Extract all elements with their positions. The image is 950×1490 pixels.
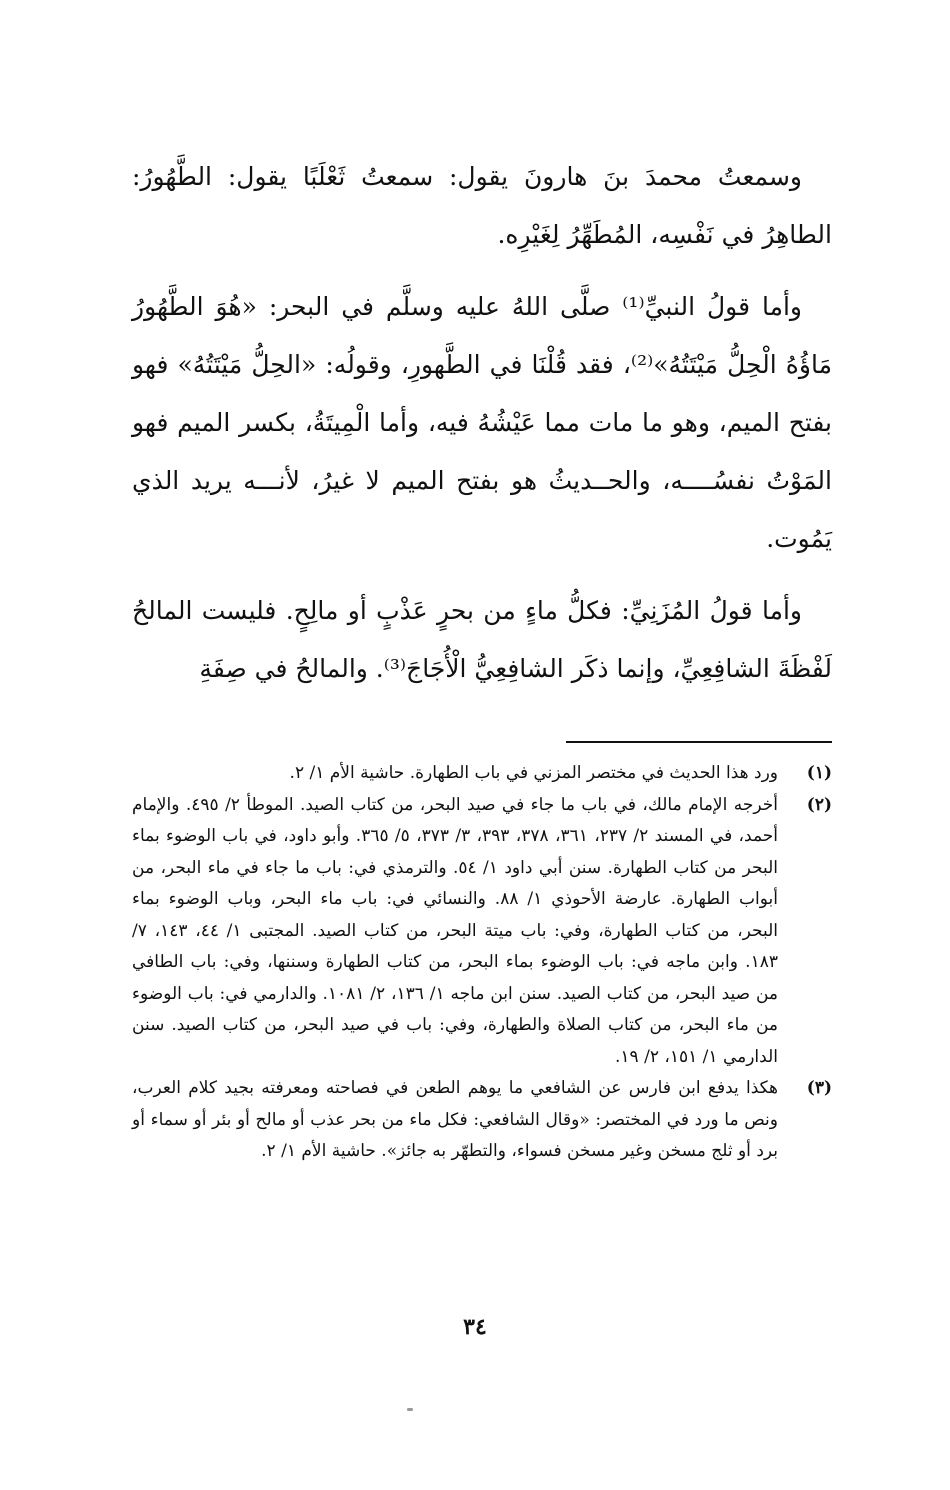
paragraph-muzani: وأما قولُ المُزَنِيِّ: فكلُّ ماءٍ من بحرٍ عَذْبٍ أو مالِحٍ. فليست المالحُ لَفْظَةَ الشافِعِيِّ، وإنما ذكَر الشافِعِيُّ الْأُجَاجَ⁽³⁾. والمالحُ في صِفَةِ bbox=[132, 596, 832, 683]
footnote-number: (٢) bbox=[806, 794, 832, 815]
page-number: ٣٤ bbox=[463, 1314, 487, 1340]
footnote-1 bbox=[132, 758, 832, 790]
footnote-separator bbox=[566, 741, 832, 743]
footnote-number: (١) bbox=[806, 763, 832, 783]
paragraph-hadith: وأما قولُ النبيِّ⁽¹⁾ صلَّى اللهُ عليه وسلَّم في البحر: «هُوَ الطَّهُورُ مَاؤُهُ الْحِلُّ مَيْتَتُهُ»⁽²⁾، فقد قُلْنَا في الطَّهورِ، وقولُه: «الحِلُّ مَيْتَتُهُ» فهو بفتح الميم، وهو ما مات مما عَيْشُهُ فيه، وأما الْمِيتَةُ، بكسر الميم فهو المَوْتُ نفسُــــه، والحــديثُ هو بفتح الميم لا غيرُ، لأنـــه يريد الذي يَمُوت. bbox=[132, 292, 832, 553]
footnotes bbox=[132, 758, 832, 1168]
footnote-2 bbox=[132, 790, 832, 1074]
scan-speck bbox=[407, 1408, 413, 1411]
footnote-number: (٣) bbox=[806, 1078, 832, 1098]
footnote-text: هكذا يدفع ابن فارس عن الشافعي ما يوهم الطعن في فصاحته ومعرفته بجيد كلام العرب، ونص ما ورد في المختصر: «وقال الشافعي: فكل ماء من بحر عذب أو مالح أو بئر أو سماء أو برد أو ثلج مسخن وغير مسخن فسواء، والتطهّر به جائز». حاشية الأم ١/ ٢. bbox=[132, 1078, 778, 1161]
main-text bbox=[132, 148, 832, 698]
footnote-text: ورد هذا الحديث في مختصر المزني في باب الطهارة. حاشية الأم ١/ ٢. bbox=[289, 763, 778, 783]
footnote-text: أخرجه الإمام مالك، في باب ما جاء في صيد البحر، من كتاب الصيد. الموطأ ٢/ ٤٩٥. والإمام أحمد، في المسند ٢/ ٢٣٧، ٣٦١، ٣٧٨، ٣٩٣، ٣/ ٣٧٣، ٥/ ٣٦٥. وأبو داود، في باب الوضوء بماء البحر من كتاب الطهارة. سنن أبي داود ١/ ٥٤. والترمذي في: باب ما جاء في ماء البحر، من أبواب الطهارة. عارضة الأحوذي ١/ ٨٨. والنسائي في: باب ماء البحر، وباب الوضوء بماء البحر، من كتاب الطهارة، وفي: باب ميتة البحر، من كتاب الصيد. المجتبى ١/ ٤٤، ١٤٣، ٧/ ١٨٣. وابن ماجه في: باب الوضوء بماء البحر، من كتاب الطهارة وسننها، وفي: باب الطافي من صيد البحر، من كتاب الصيد. سنن ابن ماجه ١/ ١٣٦، ٢/ ١٠٨١. والدارمي في: باب الوضوء من ماء البحر، من كتاب الصلاة والطهارة، وفي: باب في صيد البحر، من كتاب الصيد. سنن الدارمي ١/ ١٥١، ٢/ ١٩. bbox=[132, 794, 779, 1067]
paragraph-thalab: وسمعتُ محمدَ بنَ هارونَ يقول: سمعتُ ثَعْلَبًا يقول: الطَّهُورُ: الطاهِرُ في نَفْسِه، المُطَهِّرُ لِغَيْرِه. bbox=[132, 162, 832, 249]
footnote-3 bbox=[132, 1073, 832, 1168]
